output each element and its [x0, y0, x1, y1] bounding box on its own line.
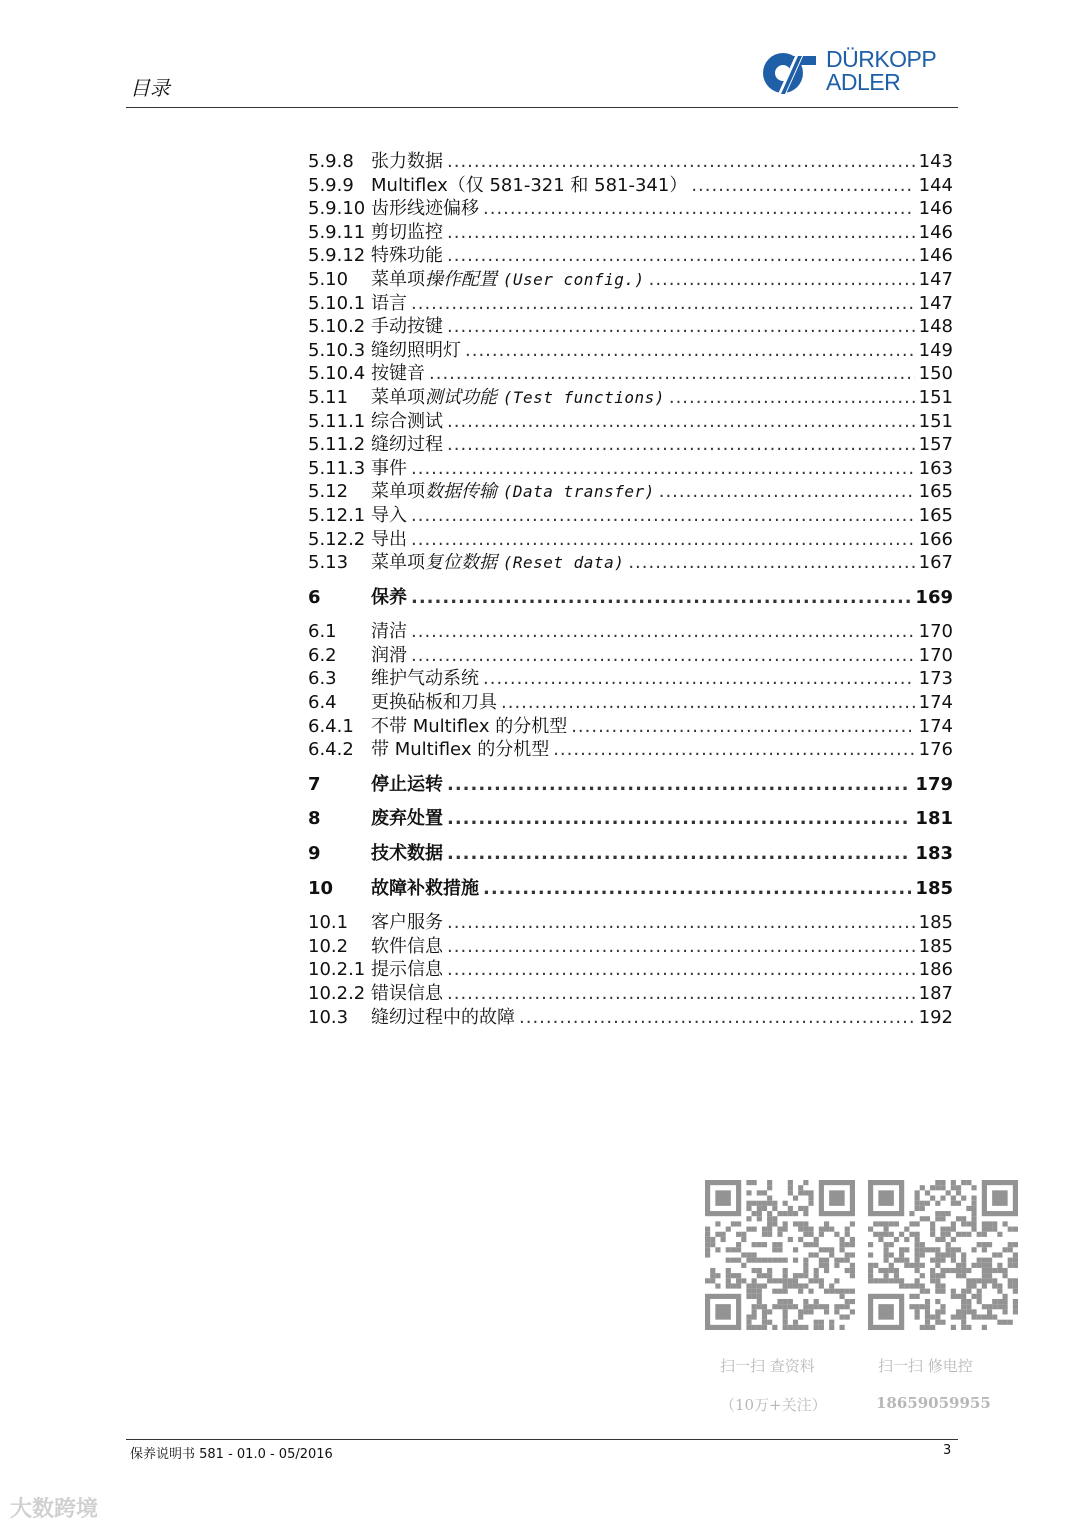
toc-entry-title	[371, 362, 425, 386]
toc-entry-row[interactable]	[308, 150, 953, 174]
qr-code-left-icon	[705, 1180, 855, 1330]
toc-entry-page: 173	[918, 668, 953, 690]
toc-entry-title-text: 废弃处置	[371, 808, 443, 830]
toc-entry-title-text: 技术数据	[371, 843, 443, 865]
toc-entry-title-text: 带 Multiflex 的分机型	[371, 739, 550, 761]
toc-entry-number: 10	[308, 877, 334, 899]
toc-entry-title-text: 导入	[371, 504, 407, 526]
qr-left-caption: 扫一扫 查资料	[720, 1357, 815, 1375]
toc-dot-leader	[501, 691, 915, 715]
toc-entry-number: 5.11	[308, 386, 349, 408]
toc-dot-leader	[659, 480, 915, 504]
toc-entry-page: 187	[918, 983, 953, 1004]
toc-dot-leader	[483, 667, 915, 691]
toc-entry-title-text: 错误信息	[371, 983, 443, 1004]
toc-entry-number: 5.12	[308, 481, 349, 503]
toc-entry-title-text: 更换砧板和刀具	[371, 692, 497, 714]
logo-mark-icon	[762, 50, 820, 96]
toc-dot-leader	[483, 197, 915, 221]
toc-entry-page: 166	[918, 528, 953, 550]
toc-entry-number: 5.9.12	[308, 245, 366, 267]
toc-entry-title	[371, 504, 407, 528]
logo-line2: ADLER	[826, 69, 901, 95]
qr-code-right-icon	[868, 1180, 1018, 1330]
toc-dot-leader	[691, 174, 914, 198]
toc-entry-title	[371, 691, 497, 715]
toc-entry-number: 5.11.3	[308, 457, 366, 479]
toc-dot-leader	[447, 982, 915, 1006]
toc-entry-page: 174	[918, 715, 953, 737]
qr-left-subcaption: （10万+关注）	[720, 1396, 827, 1414]
toc-entry-page: 165	[918, 504, 953, 526]
toc-entry-title	[371, 457, 407, 481]
toc-entry-row[interactable]	[308, 958, 953, 982]
toc-entry-menu-code: (Data transfer)	[502, 482, 655, 502]
toc-entry-number: 6.4	[308, 692, 337, 714]
toc-entry-number: 6.2	[308, 644, 337, 666]
toc-entry-number: 5.9.9	[308, 174, 354, 196]
toc-entry-number: 6.4.2	[308, 739, 354, 761]
toc-entry-title-text: 保养	[371, 586, 407, 608]
toc-entry-title	[371, 315, 443, 339]
qr-right-subcaption: 18659059955	[876, 1394, 991, 1412]
toc-entry-title	[371, 738, 549, 762]
toc-entry-title	[371, 410, 443, 434]
toc-entry-page: 146	[918, 198, 953, 220]
toc-entry-number: 6	[308, 586, 321, 608]
page-header-title: 目录	[130, 76, 170, 100]
toc-entry-title	[371, 911, 443, 935]
toc-entry-title	[371, 586, 407, 610]
toc-entry-page: 146	[918, 221, 953, 243]
toc-entry-title-text: 清洁	[371, 621, 407, 643]
toc-entry-title	[371, 958, 443, 982]
toc-entry-row[interactable]	[308, 911, 953, 935]
toc-entry-menu-name: 复位数据	[425, 552, 497, 574]
toc-entry-title	[371, 842, 443, 866]
toc-entry-row[interactable]	[308, 504, 953, 528]
toc-dot-leader	[447, 315, 915, 339]
toc-entry-row[interactable]	[308, 221, 953, 245]
toc-entry-number: 6.1	[308, 621, 337, 643]
toc-entry-title	[371, 644, 407, 668]
toc-entry-page: 148	[918, 316, 953, 338]
toc-entry-row[interactable]	[308, 315, 953, 339]
toc-entry-row[interactable]	[308, 410, 953, 434]
toc-entry-number: 5.13	[308, 552, 349, 574]
toc-entry-title-text: 维护气动系统	[371, 668, 479, 690]
toc-entry-number: 6.4.1	[308, 715, 354, 737]
toc-entry-title-text: 特殊功能	[371, 245, 443, 267]
toc-entry-title-text: Multiflex（仅 581-321 和 581-341）	[371, 174, 688, 196]
table-of-contents	[308, 150, 953, 1029]
toc-dot-leader	[447, 807, 911, 831]
toc-entry-number: 5.11.1	[308, 410, 366, 432]
toc-entry-title	[371, 197, 479, 221]
toc-entry-title-text: 张力数据	[371, 151, 443, 172]
toc-entry-page: 150	[918, 363, 953, 385]
toc-dot-leader	[411, 528, 915, 552]
toc-entry-title-text: 齿形线迹偏移	[371, 198, 479, 220]
toc-entry-row[interactable]	[308, 982, 953, 1006]
toc-entry-row[interactable]	[308, 620, 953, 644]
toc-entry-menu-code: (Reset data)	[502, 553, 625, 573]
toc-entry-page: 179	[915, 773, 953, 795]
toc-entry-title-text: 润滑	[371, 644, 407, 666]
footer-doc-info: 保养说明书 581 - 01.0 - 05/2016	[130, 1447, 333, 1462]
toc-entry-row[interactable]	[308, 551, 953, 575]
toc-entry-title-text: 事件	[371, 457, 407, 479]
toc-entry-page: 143	[918, 151, 953, 172]
toc-entry-page: 170	[918, 644, 953, 666]
toc-entry-page: 185	[918, 912, 953, 934]
toc-entry-title-text: 导出	[371, 528, 407, 550]
toc-entry-title-text: 按键音	[371, 363, 425, 385]
toc-dot-leader	[411, 586, 911, 610]
toc-entry-row[interactable]	[308, 174, 953, 198]
toc-entry-title	[371, 292, 407, 316]
toc-entry-title	[371, 773, 443, 797]
toc-dot-leader	[571, 715, 914, 739]
brand-logo	[762, 48, 962, 100]
toc-entry-row[interactable]	[308, 457, 953, 481]
toc-entry-page: 163	[918, 457, 953, 479]
toc-entry-title-text: 剪切监控	[371, 221, 443, 243]
toc-entry-title	[371, 386, 665, 410]
toc-entry-title-text: 菜单项	[371, 481, 425, 503]
toc-entry-title	[371, 528, 407, 552]
toc-entry-number: 5.12.2	[308, 528, 366, 550]
qr-code-area	[700, 1180, 1020, 1420]
toc-entry-row[interactable]	[308, 433, 953, 457]
toc-entry-page: 151	[918, 410, 953, 432]
toc-entry-menu-name: 测试功能	[425, 386, 497, 408]
toc-dot-leader	[411, 644, 915, 668]
toc-entry-row[interactable]	[308, 644, 953, 668]
toc-entry-page: 147	[918, 268, 953, 290]
footer-page-number: 3	[943, 1443, 952, 1458]
logo-text	[826, 48, 936, 94]
toc-dot-leader	[669, 386, 915, 410]
toc-dot-leader	[447, 842, 911, 866]
toc-chapter-row[interactable]	[308, 842, 953, 866]
toc-entry-number: 5.10.1	[308, 292, 366, 314]
toc-entry-page: 170	[918, 621, 953, 643]
toc-entry-row[interactable]	[308, 292, 953, 316]
toc-entry-title-text: 故障补救措施	[371, 877, 479, 899]
toc-entry-page: 167	[918, 552, 953, 574]
toc-dot-leader	[447, 410, 915, 434]
toc-dot-leader	[411, 504, 915, 528]
toc-dot-leader	[483, 877, 911, 901]
toc-entry-page: 192	[918, 1006, 953, 1028]
toc-entry-row[interactable]	[308, 738, 953, 762]
toc-entry-row[interactable]	[308, 691, 953, 715]
toc-entry-page: 169	[915, 586, 953, 608]
toc-dot-leader	[447, 958, 915, 982]
toc-entry-title	[371, 174, 687, 198]
toc-entry-title	[371, 807, 443, 831]
toc-entry-title	[371, 433, 443, 457]
toc-dot-leader	[411, 292, 915, 316]
toc-entry-number: 7	[308, 773, 321, 795]
toc-entry-number: 10.1	[308, 912, 349, 934]
toc-entry-number: 8	[308, 808, 321, 830]
toc-entry-title-text: 缝纫过程中的故障	[371, 1006, 515, 1028]
toc-dot-leader	[628, 551, 914, 575]
toc-entry-page: 185	[915, 877, 953, 899]
toc-entry-title-text: 提示信息	[371, 959, 443, 981]
toc-entry-title	[371, 1006, 515, 1030]
toc-entry-title	[371, 877, 479, 901]
logo-line1: DÜRKOPP	[826, 46, 937, 72]
toc-entry-title	[371, 715, 567, 739]
toc-entry-title	[371, 339, 461, 363]
toc-chapter-row[interactable]	[308, 586, 953, 610]
toc-entry-row[interactable]	[308, 197, 953, 221]
toc-dot-leader	[649, 268, 915, 292]
toc-entry-row[interactable]	[308, 1006, 953, 1030]
toc-entry-title-text: 综合测试	[371, 410, 443, 432]
toc-entry-title	[371, 268, 645, 292]
toc-entry-row[interactable]	[308, 935, 953, 959]
toc-chapter-row[interactable]	[308, 773, 953, 797]
toc-entry-row[interactable]	[308, 667, 953, 691]
toc-entry-number: 10.2	[308, 935, 349, 957]
toc-entry-title-text: 菜单项	[371, 386, 425, 408]
toc-entry-title	[371, 667, 479, 691]
toc-entry-title-text: 菜单项	[371, 268, 425, 290]
toc-dot-leader	[447, 911, 915, 935]
toc-entry-page: 146	[918, 245, 953, 267]
toc-entry-title-text: 语言	[371, 292, 407, 314]
toc-entry-title	[371, 244, 443, 268]
toc-entry-title	[371, 982, 443, 1006]
toc-dot-leader	[411, 457, 915, 481]
toc-entry-title-text: 缝纫照明灯	[371, 339, 461, 361]
toc-entry-number: 5.11.2	[308, 434, 366, 456]
toc-entry-number: 5.9.10	[308, 198, 366, 220]
toc-entry-number: 5.10.2	[308, 316, 366, 338]
toc-entry-title	[371, 221, 443, 245]
toc-entry-title-text: 缝纫过程	[371, 434, 443, 456]
toc-dot-leader	[447, 244, 915, 268]
toc-entry-page: 185	[918, 935, 953, 957]
toc-entry-title-text: 软件信息	[371, 935, 443, 957]
toc-dot-leader	[447, 935, 915, 959]
toc-entry-page: 176	[918, 739, 953, 761]
toc-entry-page: 144	[918, 174, 953, 196]
watermark-text: 大数跨境	[10, 1497, 99, 1522]
toc-entry-title	[371, 480, 655, 504]
toc-entry-row[interactable]	[308, 362, 953, 386]
toc-entry-number: 9	[308, 843, 321, 865]
toc-dot-leader	[553, 738, 914, 762]
toc-entry-menu-name: 操作配置	[425, 268, 497, 290]
toc-entry-number: 5.9.11	[308, 221, 366, 243]
toc-entry-page: 183	[915, 843, 953, 865]
toc-entry-number: 5.10	[308, 268, 349, 290]
toc-entry-row[interactable]	[308, 244, 953, 268]
toc-entry-page: 149	[918, 339, 953, 361]
toc-entry-page: 186	[918, 959, 953, 981]
toc-dot-leader	[447, 150, 915, 174]
toc-entry-page: 174	[918, 692, 953, 714]
toc-entry-row[interactable]	[308, 528, 953, 552]
toc-dot-leader	[519, 1006, 915, 1030]
toc-entry-number: 5.10.3	[308, 339, 366, 361]
toc-entry-title-text: 不带 Multiflex 的分机型	[371, 715, 568, 737]
toc-entry-title	[371, 150, 443, 174]
toc-entry-row[interactable]	[308, 268, 953, 292]
toc-entry-row[interactable]	[308, 480, 953, 504]
toc-entry-row[interactable]	[308, 339, 953, 363]
toc-entry-number: 5.10.4	[308, 363, 366, 385]
toc-entry-title-text: 客户服务	[371, 912, 443, 934]
toc-entry-number: 5.9.8	[308, 151, 354, 172]
toc-entry-number: 10.2.2	[308, 983, 366, 1004]
toc-entry-number: 5.12.1	[308, 504, 366, 526]
footer-divider	[126, 1439, 958, 1440]
toc-entry-number: 10.2.1	[308, 959, 366, 981]
toc-entry-page: 151	[918, 386, 953, 408]
toc-entry-menu-code: (User config.)	[502, 269, 645, 289]
toc-entry-title-text: 停止运转	[371, 773, 443, 795]
toc-entry-page: 157	[918, 434, 953, 456]
toc-chapter-row[interactable]	[308, 807, 953, 831]
toc-dot-leader	[465, 339, 915, 363]
toc-dot-leader	[447, 221, 915, 245]
toc-dot-leader	[429, 362, 915, 386]
toc-entry-title	[371, 551, 624, 575]
toc-entry-page: 147	[918, 292, 953, 314]
toc-entry-menu-name: 数据传输	[425, 481, 497, 503]
toc-dot-leader	[447, 773, 911, 797]
header-divider	[126, 107, 958, 108]
toc-entry-page: 181	[915, 808, 953, 830]
toc-entry-number: 10.3	[308, 1006, 349, 1028]
toc-entry-title	[371, 935, 443, 959]
toc-entry-menu-code: (Test functions)	[502, 387, 665, 407]
toc-chapter-row[interactable]	[308, 877, 953, 901]
toc-entry-title-text: 手动按键	[371, 316, 443, 338]
toc-dot-leader	[447, 433, 915, 457]
toc-entry-title-text: 菜单项	[371, 552, 425, 574]
toc-entry-row[interactable]	[308, 715, 953, 739]
toc-entry-title	[371, 620, 407, 644]
toc-dot-leader	[411, 620, 915, 644]
qr-right-caption: 扫一扫 修电控	[878, 1357, 973, 1375]
toc-entry-number: 6.3	[308, 668, 337, 690]
toc-entry-row[interactable]	[308, 386, 953, 410]
toc-entry-page: 165	[918, 481, 953, 503]
